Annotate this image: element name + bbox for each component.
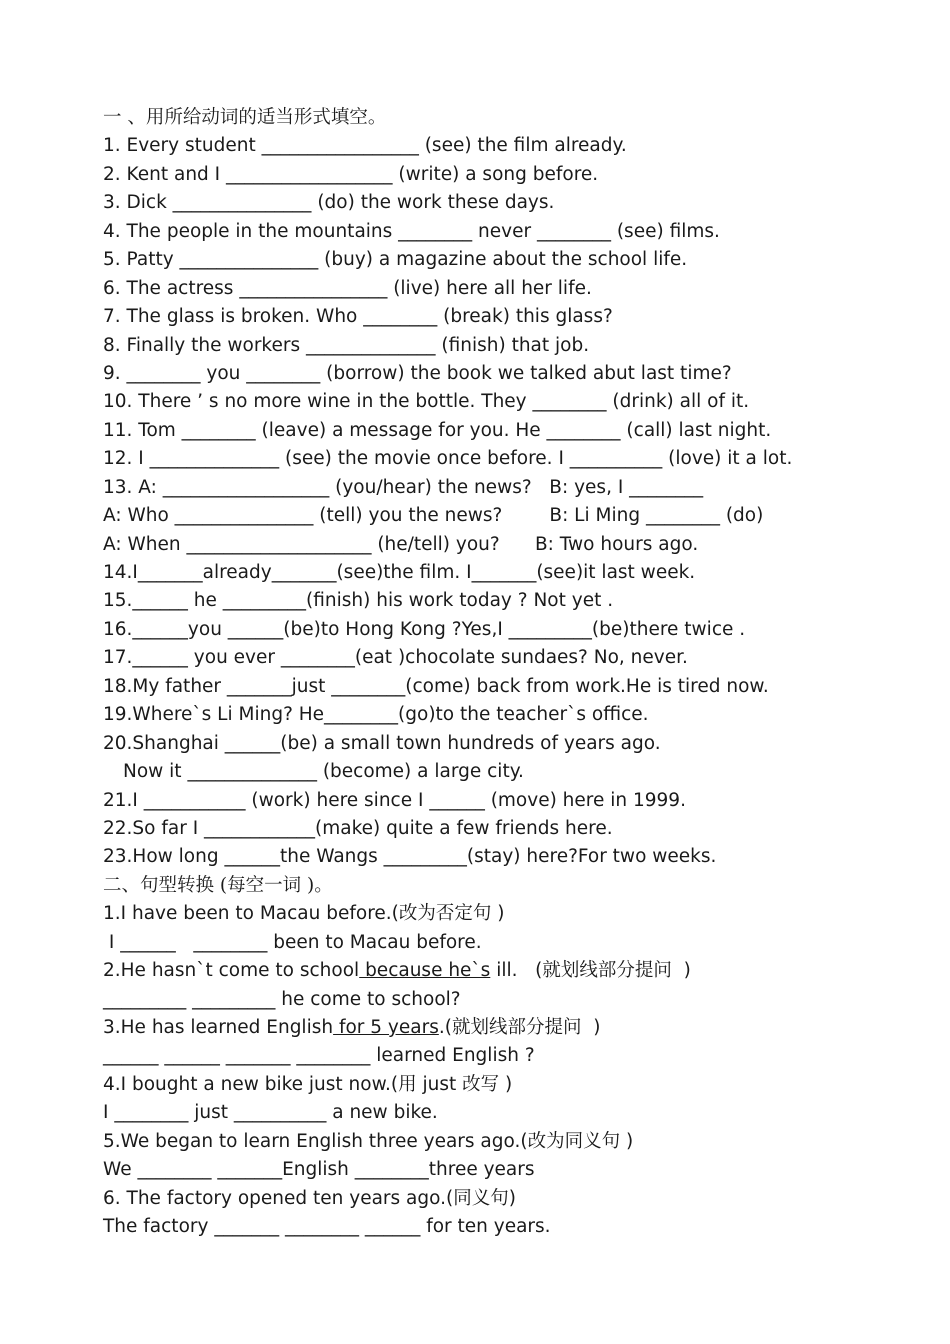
exercise-line-23: 23.How long ______the Wangs _________(stay) here?For two weeks. bbox=[103, 846, 717, 868]
transform-a6: The factory _______ ________ ______ for ten years. bbox=[103, 1216, 551, 1238]
exercise-line-13-who: A: Who _______________ (tell) you the news? B: Li Ming ________ (do) bbox=[103, 505, 764, 527]
exercise-line-2: 2. Kent and I __________________ (write) a song before. bbox=[103, 163, 599, 185]
exercise-line-17: 17.______ you ever ________(eat )chocolate sundaes? No, never. bbox=[103, 647, 688, 669]
worksheet bbox=[103, 104, 903, 1242]
q2-underlined: because he`s bbox=[359, 960, 491, 982]
transform-a5: We ________ _______English ________three years bbox=[103, 1159, 535, 1181]
exercise-line-14: 14.I_______already_______(see)the film. I_______(see)it last week. bbox=[103, 562, 696, 583]
transform-q6: 6. The factory opened ten years ago.(同义句) bbox=[103, 1187, 516, 1209]
exercise-line-6: 6. The actress ________________ (live) here all her life. bbox=[103, 277, 592, 299]
exercise-line-19: 19.Where`s Li Ming? He________(go)to the teacher`s office. bbox=[103, 704, 649, 726]
transform-a4: I ________ just __________ a new bike. bbox=[103, 1102, 438, 1124]
exercise-line-10: 10. There ’ s no more wine in the bottle. They ________ (drink) all of it. bbox=[103, 391, 750, 413]
exercise-line-21: 21.I ___________ (work) here since I ______ (move) here in 1999. bbox=[103, 789, 686, 811]
exercise-line-13-when: A: When ____________________ (he/tell) you? B: Two hours ago. bbox=[103, 533, 699, 555]
exercise-line-5: 5. Patty _______________ (buy) a magazine about the school life. bbox=[103, 249, 688, 271]
q3-after: .(就划线部分提问 ) bbox=[438, 1017, 601, 1038]
exercise-line-8: 8. Finally the workers ______________ (finish) that job. bbox=[103, 334, 590, 356]
exercise-line-1: 1. Every student _________________ (see) the film already. bbox=[103, 135, 627, 157]
section-2-title: 二、句型转换 (每空一词 )。 bbox=[103, 874, 333, 896]
exercise-line-20: 20.Shanghai ______(be) a small town hundreds of years ago. bbox=[103, 732, 661, 754]
q3-before: 3.He has learned English bbox=[103, 1017, 334, 1038]
transform-q2 bbox=[103, 957, 903, 985]
transform-q3 bbox=[103, 1014, 903, 1042]
exercise-line-15: 15.______ he _________(finish) his work today ? Not yet . bbox=[103, 590, 614, 612]
exercise-line-20-cont: Now it ______________ (become) a large city. bbox=[123, 761, 524, 783]
section-1-title: 一 、用所给动词的适当形式填空。 bbox=[103, 107, 387, 128]
transform-q1: 1.I have been to Macau before.(改为否定句 ) bbox=[103, 903, 505, 925]
exercise-line-22: 22.So far I ____________(make) quite a few friends here. bbox=[103, 817, 613, 839]
exercise-line-3: 3. Dick _______________ (do) the work these days. bbox=[103, 192, 555, 214]
transform-a2: _________ _________ he come to school? bbox=[103, 988, 461, 1010]
exercise-line-4: 4. The people in the mountains ________ never ________ (see) films. bbox=[103, 220, 720, 242]
transform-q5: 5.We began to learn English three years ago.(改为同义句 ) bbox=[103, 1130, 634, 1152]
q2-after: ill. (就划线部分提问 ) bbox=[490, 960, 691, 982]
exercise-line-18: 18.My father _______just ________(come) back from work.He is tired now. bbox=[103, 675, 769, 697]
transform-q4: 4.I bought a new bike just now.(用 just 改写 ) bbox=[103, 1073, 513, 1095]
exercise-line-12: 12. I ______________ (see) the movie once before. I __________ (love) it a lot. bbox=[103, 448, 793, 470]
exercise-line-13: 13. A: __________________ (you/hear) the news? B: yes, I ________ bbox=[103, 476, 704, 498]
q2-before: 2.He hasn`t come to school bbox=[103, 960, 360, 982]
exercise-line-11: 11. Tom ________ (leave) a message for you. He ________ (call) last night. bbox=[103, 419, 772, 441]
exercise-line-16: 16.______you ______(be)to Hong Kong ?Yes,I _________(be)there twice . bbox=[103, 618, 746, 640]
exercise-line-7: 7. The glass is broken. Who ________ (break) this glass? bbox=[103, 306, 613, 328]
transform-a1: I ______ ________ been to Macau before. bbox=[103, 931, 482, 953]
q3-underlined: for 5 years bbox=[333, 1017, 439, 1038]
exercise-line-9: 9. ________ you ________ (borrow) the book we talked abut last time? bbox=[103, 362, 732, 384]
transform-a3: ______ ______ _______ ________ learned English ? bbox=[103, 1045, 535, 1067]
